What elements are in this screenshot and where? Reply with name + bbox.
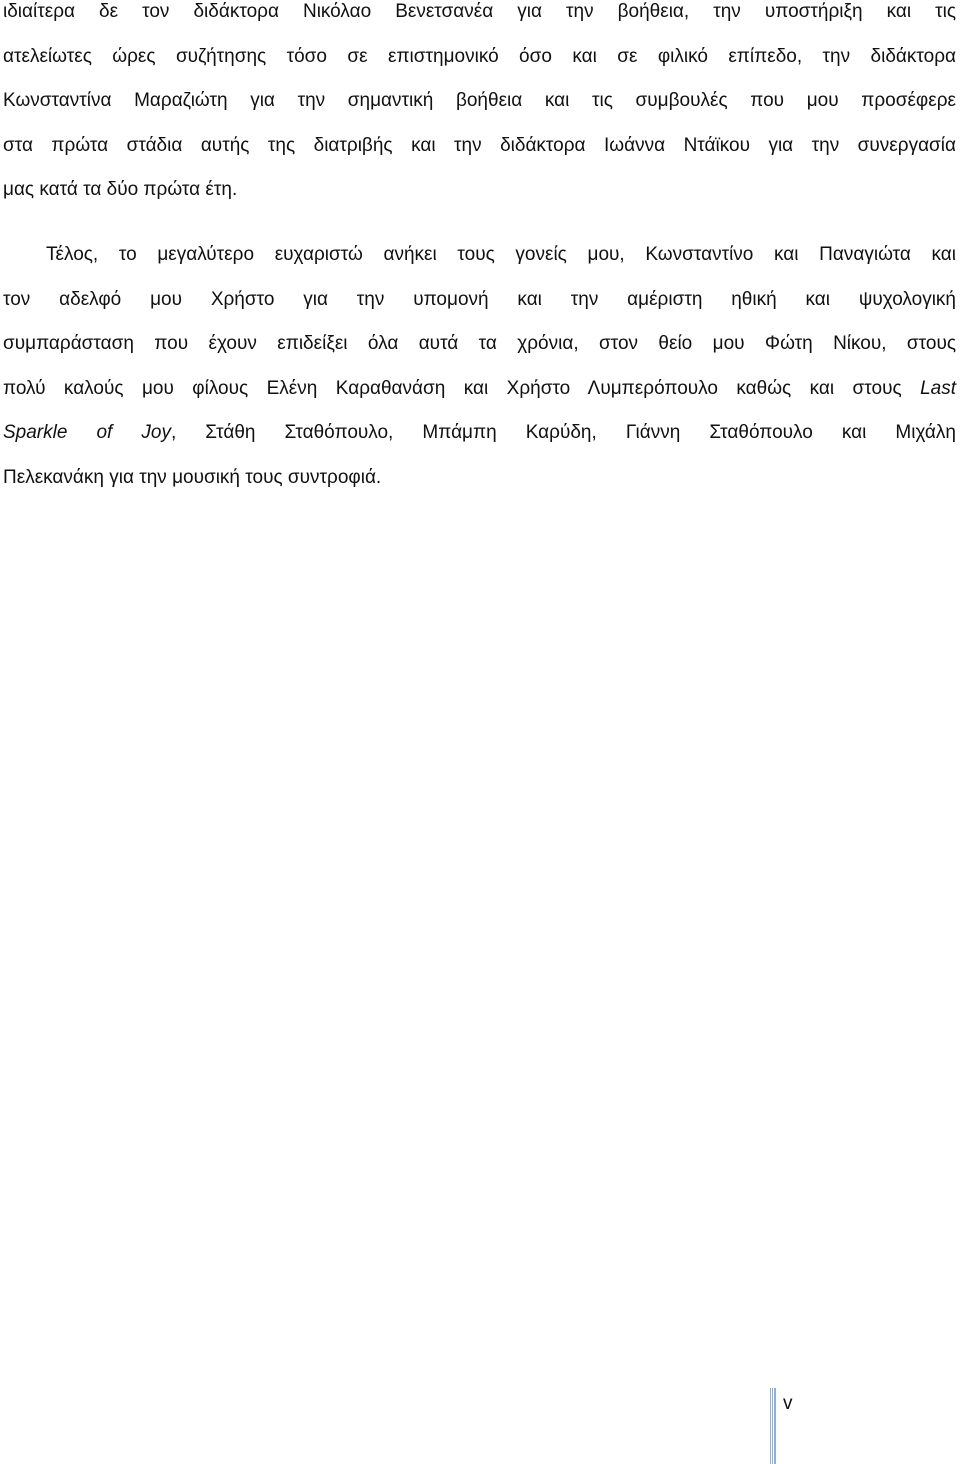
text-line: Τέλος, το μεγαλύτερο ευχαριστώ ανήκει τους γονείς μου, Κωνσταντίνο και Παναγιώτα και: [46, 244, 956, 265]
text-line: τον αδελφό μου Χρήστο για την υπομονή και την αμέριστη ηθική και ψυχολογική: [3, 288, 956, 310]
text-line: ατελείωτες ώρες συζήτησης τόσο σε επιστημονικό όσο και σε φιλικό επίπεδο, την διδάκτορα: [3, 45, 956, 67]
text-line: [3, 411, 956, 456]
text-line: ιδιαίτερα δε τον διδάκτορα Νικόλαο Βενετσανέα για την βοήθεια, την υποστήριξη και τις: [3, 1, 956, 22]
paragraph-family-thanks: [3, 233, 956, 500]
paragraph-acknowledgements-continued: [3, 0, 956, 213]
text-line: μας κατά τα δύο πρώτα έτη.: [3, 179, 238, 200]
text-segment: πολύ καλούς μου φίλους Ελένη Καραθανάση και Χρήστο Λυμπερόπουλο καθώς και στους: [3, 377, 921, 399]
italic-band-name: Sparkle of Joy: [3, 422, 171, 443]
text-line: συμπαράσταση που έχουν επιδείξει όλα αυτά τα χρόνια, στον θείο μου Φώτη Νίκου, στους: [3, 333, 956, 354]
text-line: [3, 367, 956, 412]
page-number: v: [783, 1393, 793, 1414]
text-line: Πελεκανάκη για την μουσική τους συντροφιά.: [3, 466, 382, 488]
text-line: Κωνσταντίνα Μαραζιώτη για την σημαντική βοήθεια και τις συμβουλές που μου προσέφερε: [3, 90, 956, 111]
page-footer: [770, 1388, 830, 1464]
text-segment: , Στάθη Σταθόπουλο, Μπάμπη Καρύδη, Γιάννη Σταθόπουλο και Μιχάλη: [170, 422, 956, 443]
footer-vertical-rule: [770, 1388, 776, 1464]
italic-band-name: Last: [920, 377, 956, 399]
text-line: στα πρώτα στάδια αυτής της διατριβής και την διδάκτορα Ιωάννα Ντάϊκου για την συνεργασία: [3, 134, 956, 156]
